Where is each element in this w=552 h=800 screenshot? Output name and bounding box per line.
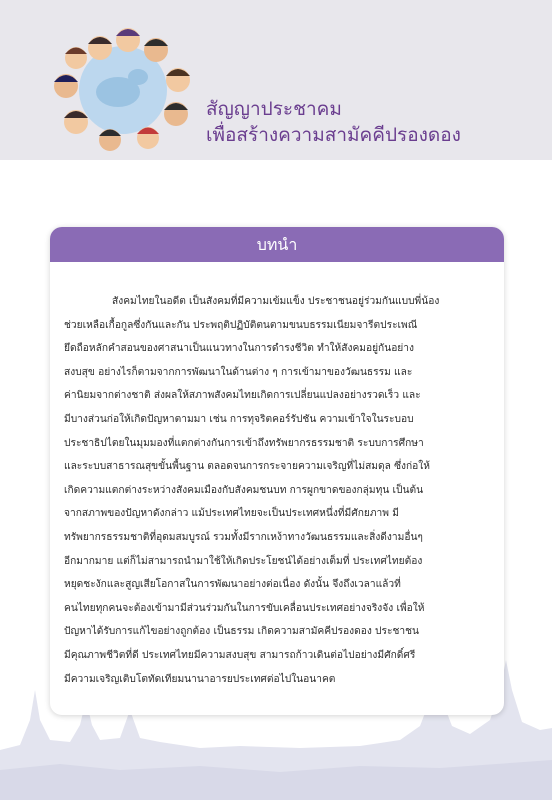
text-line: ประชาธิปไตยในมุมมองที่แตกต่างกันการเข้าถึงทรัพยากรธรรมชาติ ระบบการศึกษา [64, 437, 424, 449]
text-line: อีกมากมาย แต่ก็ไม่สามารถนำมาใช้ให้เกิดประโยชน์ได้อย่างเต็มที่ ประเทศไทยต้อง [64, 555, 423, 567]
intro-text [50, 262, 504, 691]
people-circle-globe-logo [48, 22, 198, 154]
text-line: มีความเจริญเติบโตทัดเทียมนานาอารยประเทศต่อไปในอนาคต [64, 673, 336, 685]
intro-card [50, 227, 504, 715]
text-line: ช่วยเหลือเกื้อกูลซึ่งกันและกัน ประพฤติปฏิบัติตนตามขนบธรรมเนียมจารีตประเพณี [64, 319, 418, 331]
text-line: หยุดชะงักและสูญเสียโอกาสในการพัฒนาอย่างต่อเนื่อง ดังนั้น จึงถึงเวลาแล้วที่ [64, 579, 401, 591]
title-block [206, 96, 461, 148]
text-line: และระบบสาธารณสุขขั้นพื้นฐาน ตลอดจนการกระจายความเจริญที่ไม่สมดุล ซึ่งก่อให้ [64, 461, 430, 473]
text-line: มีคุณภาพชีวิตที่ดี ประเทศไทยมีความสงบสุข สามารถก้าวเดินต่อไปอย่างมีศักดิ์ศรี [64, 649, 416, 661]
text-line: เกิดความแตกต่างระหว่างสังคมเมืองกับสังคมชนบท การผูกขาดของกลุ่มทุน เป็นต้น [64, 484, 424, 496]
text-line: ค่านิยมจากต่างชาติ ส่งผลให้สภาพสังคมไทยเกิดการเปลี่ยนแปลงอย่างรวดเร็ว และ [64, 390, 421, 402]
text-line: ทรัพยากรธรรมชาติที่อุดมสมบูรณ์ รวมทั้งมีรากเหง้าทางวัฒนธรรมและสิ่งดีงามอื่นๆ [64, 531, 423, 543]
page-subtitle: เพื่อสร้างความสามัคคีปรองดอง [206, 124, 461, 146]
text-line: ยึดถือหลักคำสอนของศาสนาเป็นแนวทางในการดำรงชีวิต ทำให้สังคมอยู่กันอย่าง [64, 343, 414, 355]
page-header [0, 0, 552, 160]
page-title: สัญญาประชาคม [206, 98, 342, 120]
text-line: สงบสุข อย่างไรก็ตามจากการพัฒนาในด้านต่าง ๆ การเข้ามาของวัฒนธรรม และ [64, 366, 413, 378]
text-line: สังคมไทยในอดีต เป็นสังคมที่มีความเข้มแข็ง ประชาชนอยู่ร่วมกันแบบพี่น้อง [112, 296, 440, 307]
text-line: จากสภาพของปัญหาดังกล่าว แม้ประเทศไทยจะเป็นประเทศหนึ่งที่มีศักยภาพ มี [64, 508, 399, 520]
text-line: ปัญหาได้รับการแก้ไขอย่างถูกต้อง เป็นธรรม เกิดความสามัคคีปรองดอง ประชาชน [64, 626, 419, 638]
text-line: คนไทยทุกคนจะต้องเข้ามามีส่วนร่วมกันในการขับเคลื่อนประเทศอย่างจริงจัง เพื่อให้ [64, 602, 425, 614]
card-heading: บทนำ [50, 227, 504, 262]
text-line: มีบางส่วนก่อให้เกิดปัญหาตามมา เช่น การทุจริตคอร์รัปชัน ความเข้าใจในระบอบ [64, 413, 414, 425]
